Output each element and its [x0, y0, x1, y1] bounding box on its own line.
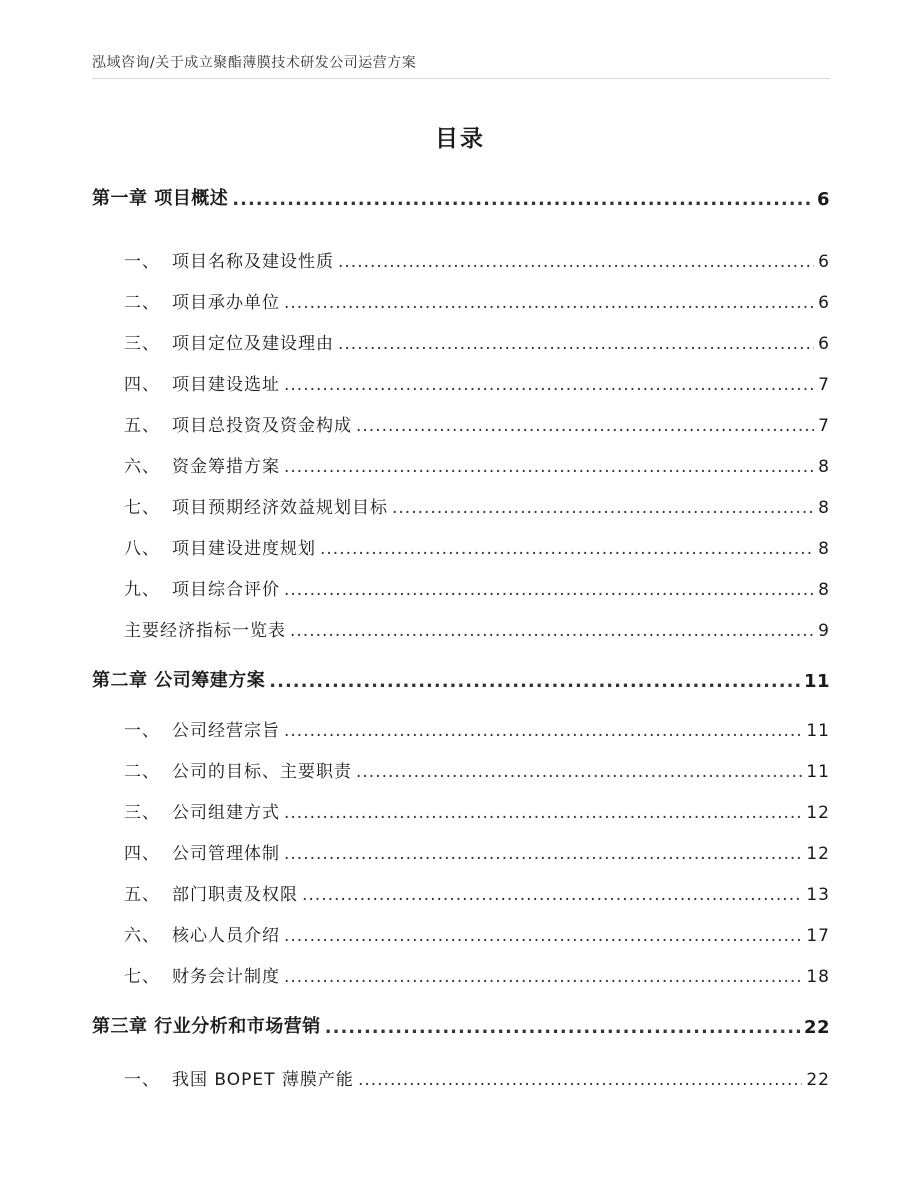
toc-entry-label	[124, 757, 354, 782]
toc-dot-leader	[325, 1017, 800, 1038]
toc-entry-label	[124, 493, 390, 518]
toc-entry-number: 二、	[124, 762, 160, 782]
toc-entry-label	[124, 962, 282, 987]
toc-section-entry[interactable]	[124, 1065, 830, 1090]
toc-section-entry[interactable]	[124, 288, 830, 313]
toc-entry-text: 项目建设进度规划	[172, 539, 316, 559]
toc-title: 目录	[435, 126, 485, 152]
toc-page-number: 11	[803, 671, 830, 692]
toc-entry-text: 我国 BOPET 薄膜产能	[172, 1070, 354, 1090]
toc-entry-number: 三、	[124, 334, 160, 354]
toc-section-entry[interactable]	[124, 839, 830, 864]
toc-entry-text: 项目建设选址	[172, 375, 280, 395]
toc-dot-leader	[338, 334, 814, 354]
toc-dot-leader	[284, 721, 802, 741]
toc-dot-leader	[358, 1070, 802, 1090]
toc-dot-leader	[338, 252, 814, 272]
toc-entry-text: 项目综合评价	[172, 580, 280, 600]
toc-entry-text: 公司的目标、主要职责	[172, 762, 352, 782]
toc-entry-label	[124, 798, 282, 823]
toc-entry-label	[124, 247, 336, 272]
toc-page-number: 13	[806, 885, 830, 905]
toc-dot-leader	[302, 885, 802, 905]
toc-section-entry[interactable]	[124, 962, 830, 987]
toc-page-number: 6	[818, 293, 830, 313]
toc-section-entry[interactable]	[124, 880, 830, 905]
toc-chapter-entry[interactable]	[92, 1012, 830, 1038]
toc-entry-label	[124, 329, 336, 354]
toc-section-entry[interactable]	[124, 247, 830, 272]
toc-chapter-entry[interactable]	[92, 184, 830, 210]
toc-entry-text: 项目预期经济效益规划目标	[172, 498, 388, 518]
toc-entry-label	[92, 666, 267, 692]
toc-entry-number: 九、	[124, 580, 160, 600]
toc-dot-leader	[284, 457, 814, 477]
toc-dot-leader	[392, 498, 814, 518]
toc-entry-text: 公司经营宗旨	[172, 721, 280, 741]
toc-entry-label	[124, 616, 288, 641]
toc-section-entry[interactable]	[124, 329, 830, 354]
toc-page-number: 6	[816, 189, 830, 210]
running-header: 泓域咨询/关于成立聚酯薄膜技术研发公司运营方案	[92, 55, 417, 71]
toc-section-entry[interactable]	[124, 616, 830, 641]
toc-section-entry[interactable]	[124, 575, 830, 600]
toc-entry-number: 六、	[124, 457, 160, 477]
toc-entry-text: 第一章 项目概述	[92, 188, 229, 209]
toc-dot-leader	[269, 671, 800, 692]
toc-entry-text: 项目名称及建设性质	[172, 252, 334, 272]
toc-page-number: 12	[806, 844, 830, 864]
toc-entry-number: 七、	[124, 967, 160, 987]
toc-entry-text: 部门职责及权限	[172, 885, 298, 905]
toc-entry-text: 财务会计制度	[172, 967, 280, 987]
toc-dot-leader	[284, 803, 802, 823]
toc-entry-label	[124, 534, 318, 559]
toc-entry-number: 三、	[124, 803, 160, 823]
toc-page-number: 7	[818, 416, 830, 436]
toc-page-number: 11	[806, 762, 830, 782]
toc-dot-leader	[356, 762, 802, 782]
toc-page-number: 6	[818, 252, 830, 272]
toc-page-number: 6	[818, 334, 830, 354]
toc-entry-label	[92, 1012, 323, 1038]
toc-dot-leader	[284, 580, 814, 600]
toc-entry-text: 项目定位及建设理由	[172, 334, 334, 354]
toc-entry-number: 一、	[124, 252, 160, 272]
toc-entry-text: 公司组建方式	[172, 803, 280, 823]
toc-entry-label	[124, 288, 282, 313]
toc-entry-text: 资金筹措方案	[172, 457, 280, 477]
toc-entry-number: 六、	[124, 926, 160, 946]
toc-entry-label	[92, 184, 230, 210]
toc-page-number: 18	[806, 967, 830, 987]
toc-entry-number: 五、	[124, 416, 160, 436]
toc-entry-number: 一、	[124, 1070, 160, 1090]
toc-page-number: 22	[803, 1017, 830, 1038]
toc-entry-number: 一、	[124, 721, 160, 741]
toc-dot-leader	[356, 416, 814, 436]
toc-section-entry[interactable]	[124, 534, 830, 559]
toc-entry-label	[124, 575, 282, 600]
toc-page-number: 8	[818, 498, 830, 518]
toc-dot-leader	[284, 293, 814, 313]
toc-section-entry[interactable]	[124, 798, 830, 823]
toc-section-entry[interactable]	[124, 411, 830, 436]
toc-page-number: 8	[818, 457, 830, 477]
toc-entry-label	[124, 1065, 356, 1090]
toc-page-number: 9	[818, 621, 830, 641]
toc-entry-text: 核心人员介绍	[172, 926, 280, 946]
toc-section-entry[interactable]	[124, 921, 830, 946]
toc-dot-leader	[232, 189, 813, 210]
toc-entry-text: 项目总投资及资金构成	[172, 416, 352, 436]
toc-entry-number: 七、	[124, 498, 160, 518]
toc-page-number: 8	[818, 580, 830, 600]
toc-section-entry[interactable]	[124, 716, 830, 741]
toc-chapter-entry[interactable]	[92, 666, 830, 692]
toc-section-entry[interactable]	[124, 370, 830, 395]
toc-entry-number: 四、	[124, 844, 160, 864]
toc-entry-label	[124, 880, 300, 905]
toc-entry-label	[124, 921, 282, 946]
toc-dot-leader	[284, 844, 802, 864]
toc-dot-leader	[284, 926, 802, 946]
toc-entry-label	[124, 370, 282, 395]
toc-page-number: 7	[818, 375, 830, 395]
toc-entry-number: 四、	[124, 375, 160, 395]
toc-entry-label	[124, 452, 282, 477]
toc-entry-label	[124, 839, 282, 864]
toc-section-entry[interactable]	[124, 452, 830, 477]
toc-section-entry[interactable]	[124, 493, 830, 518]
toc-page-number: 17	[806, 926, 830, 946]
toc-page-number: 11	[806, 721, 830, 741]
toc-entry-number: 八、	[124, 539, 160, 559]
toc-page-number: 12	[806, 803, 830, 823]
toc-entry-number: 五、	[124, 885, 160, 905]
toc-dot-leader	[284, 967, 802, 987]
toc-entry-label	[124, 716, 282, 741]
toc-entry-text: 第二章 公司筹建方案	[92, 670, 266, 691]
toc-entry-text: 主要经济指标一览表	[124, 621, 286, 641]
toc-page-number: 22	[806, 1070, 830, 1090]
toc-entry-text: 第三章 行业分析和市场营销	[92, 1016, 321, 1037]
toc-page-number: 8	[818, 539, 830, 559]
toc-dot-leader	[290, 621, 814, 641]
toc-entry-text: 公司管理体制	[172, 844, 280, 864]
toc-section-entry[interactable]	[124, 757, 830, 782]
toc-entry-label	[124, 411, 354, 436]
toc-dot-leader	[320, 539, 814, 559]
toc-dot-leader	[284, 375, 814, 395]
toc-entry-number: 二、	[124, 293, 160, 313]
toc-entry-text: 项目承办单位	[172, 293, 280, 313]
